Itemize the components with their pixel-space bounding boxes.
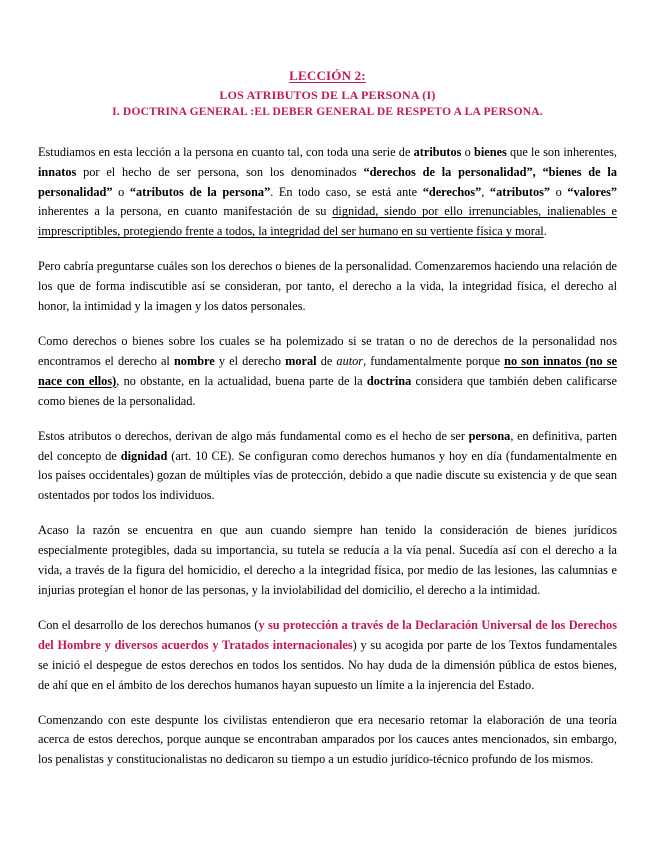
text-run: , en definitiva, parten del concepto de (38, 428, 617, 463)
text-run-bold: innatos (38, 164, 77, 179)
text-run-bold: atributos (413, 144, 462, 159)
text-run-bold: dignidad (120, 448, 168, 463)
text-run: , no obstante, en la actualidad, buena parte de la (116, 373, 367, 388)
text-run-bold: persona (468, 428, 511, 443)
text-run-bold: “atributos” (489, 184, 551, 199)
text-run: Estos atributos o derechos, derivan de algo más fundamental como es el hecho de ser (38, 428, 469, 443)
text-run-bold: “atributos de la persona” (129, 184, 271, 199)
paragraph-5: Acaso la razón se encuentra en que aun cuando siempre han tenido la consideración de bienes jurídicos especialmente protegibles, dada su importancia, su tutela se reducía a la vía penal. Sucedía así con el derecho a la vida, a través de la figura del homicidio, el derecho a la integridad física, por medio de las lesiones, las calumnias e injurias protegían el honor de las personas, y la inviolabilidad del domicilio, el derecho a la intimidad. (38, 523, 617, 597)
paragraph-1 (38, 143, 617, 243)
text-run-bold: “derechos de la personalidad”, “bienes de la personalidad” (38, 164, 617, 199)
text-run-bold-underline: no son innatos (no se nace con ellos) (38, 353, 618, 388)
text-run-bold: bienes (474, 144, 507, 159)
page-title-line-2: LOS ATRIBUTOS DE LA PERSONA (I) (219, 87, 436, 102)
text-run: ) y su acogida por parte de los Textos fundamentales se inició el despegue de estos derechos en todos los sentidos. No hay duda de la dimensión pública de estos bienes, de ahí que en el ámbito de los derechos humanos hayan supuesto un límite a la injerencia del Estado. (38, 637, 617, 692)
text-run-highlight: y su protección a través de la Declaración Universal de los Derechos del Hombre y diversos acuerdos y Tratados internacionales (38, 617, 617, 652)
paragraph-7: Comenzando con este despunte los civilistas entendieron que era necesario retomar la elaboración de una teoría acerca de estos derechos, porque aunque se encontraban amparados por los cauces antes mencionados, sin embargo, los penalistas y constitucionalistas no dedicaron su tiempo a un estudio jurídico-técnico profundo de los mismos. (38, 712, 617, 767)
text-run: o (112, 184, 130, 199)
text-run: , fundamentalmente porque (363, 353, 505, 368)
text-run: (art. 10 CE). Se configuran como derechos humanos y hoy en día (fundamentalmente en los países occidentales) gozan de múltiples vías de protección, debido a que nadie discute su existencia y de que sean ostentados por todos los individuos. (38, 448, 617, 503)
text-run: . En todo caso, se está ante (270, 184, 423, 199)
document-title-block (38, 66, 617, 121)
text-run: Con el desarrollo de los derechos humanos ( (38, 617, 259, 632)
text-run: . (543, 224, 547, 239)
paragraph-3 (38, 332, 617, 412)
text-run: Como derechos o bienes sobre los cuales se ha polemizado si se tratan o no de derechos de la personalidad nos encontramos el derecho al (38, 334, 617, 368)
text-run-bold: “derechos” (422, 184, 482, 199)
text-run-italic: autor (336, 353, 364, 368)
paragraph-4 (38, 427, 617, 507)
text-run-bold: moral (285, 353, 317, 368)
page-title-line-3: I. DOCTRINA GENERAL :EL DEBER GENERAL DE RESPETO A LA PERSONA. (112, 105, 543, 118)
text-run: o (550, 184, 568, 199)
page-title-line-1: LECCIÓN 2: (289, 68, 366, 83)
text-run: que le son inherentes, (506, 144, 617, 159)
text-run: por el hecho de ser persona, son los denominados (76, 164, 364, 179)
text-run-bold: “valores” (567, 184, 618, 199)
text-run: y el derecho (214, 353, 286, 368)
text-run: Estudiamos en esta lección a la persona en cuanto tal, con toda una serie de (38, 144, 414, 159)
text-run: inherentes a la persona, en cuanto manifestación de su (38, 204, 333, 219)
text-run-underline: dignidad, siendo por ello irrenunciables, inalienables e imprescriptibles, protegiendo frente a todos, la integridad del ser humano en su vertiente física y moral (38, 204, 618, 239)
text-run-bold: nombre (173, 353, 215, 368)
text-run-bold: doctrina (366, 373, 412, 388)
text-run: considera que también deben calificarse como bienes de la personalidad. (38, 373, 617, 408)
text-run: o (461, 144, 475, 159)
text-run: , (481, 184, 490, 199)
text-run: de (316, 353, 337, 368)
paragraph-2: Pero cabría preguntarse cuáles son los derechos o bienes de la personalidad. Comenzaremos haciendo una relación de los que de forma indiscutible así se consideran, por tanto, el derecho a la vida, la integridad física, el derecho al honor, la intimidad y la imagen y los datos personales. (38, 259, 617, 314)
paragraph-6 (38, 616, 617, 696)
